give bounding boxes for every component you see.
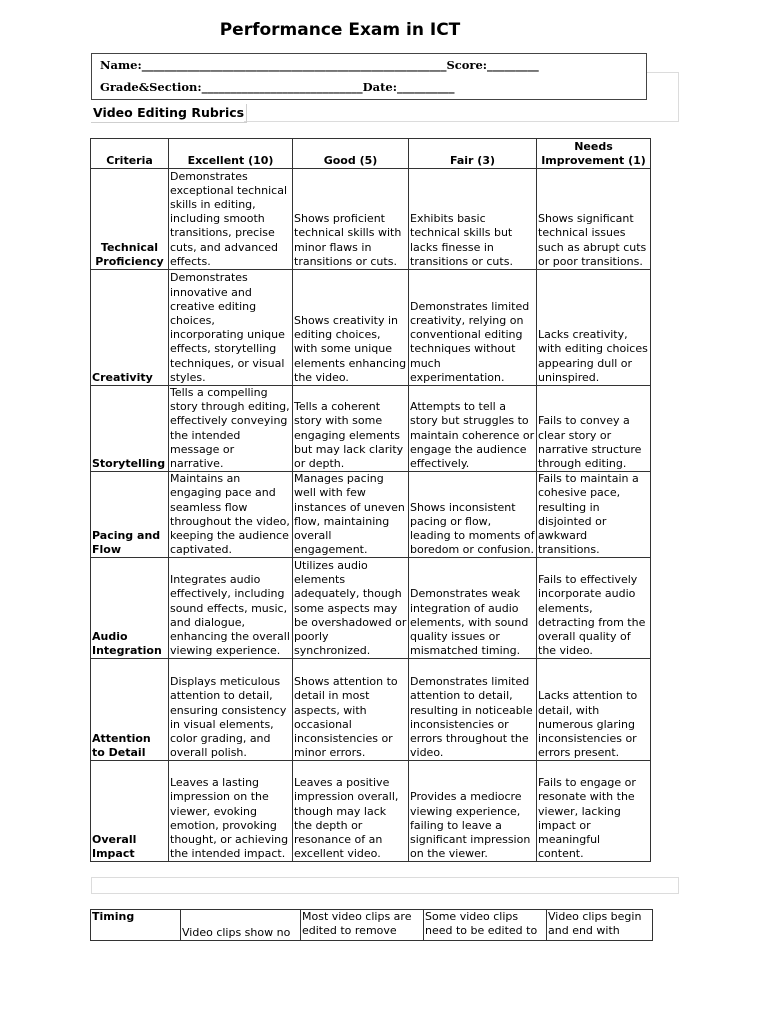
- excellent-cell: Maintains an engaging pace and seamless flow throughout the video, keeping the audience captivated.: [169, 472, 293, 558]
- table-row: [91, 386, 651, 472]
- excellent-cell: Video clips show no: [181, 910, 301, 941]
- header-fair: Fair (3): [409, 139, 537, 169]
- faint-spacer-box: [91, 877, 679, 894]
- rubric-subtitle: Video Editing Rubrics: [91, 104, 247, 123]
- excellent-cell: Tells a compelling story through editing, effectively conveying the intended message or narrative.: [169, 386, 293, 472]
- excellent-cell: Integrates audio effectively, including sound effects, music, and dialogue, enhancing the overall viewing experience.: [169, 558, 293, 659]
- needs-improvement-cell: Lacks attention to detail, with numerous glaring inconsistencies or errors present.: [537, 659, 651, 761]
- rubric-table: [90, 138, 651, 862]
- table-row: [91, 761, 651, 862]
- fair-cell: Attempts to tell a story but struggles to maintain coherence or engage the audience effectively.: [409, 386, 537, 472]
- criteria-cell: Timing: [91, 910, 181, 941]
- fair-cell: Provides a mediocre viewing experience, failing to leave a significant impression on the viewer.: [409, 761, 537, 862]
- criteria-cell: Pacing and Flow: [91, 472, 169, 558]
- good-cell: Manages pacing well with few instances of uneven flow, maintaining overall engagement.: [293, 472, 409, 558]
- table-row: [91, 169, 651, 270]
- criteria-cell: Creativity: [91, 270, 169, 386]
- excellent-cell: Displays meticulous attention to detail, ensuring consistency in visual elements, color grading, and overall polish.: [169, 659, 293, 761]
- needs-improvement-cell: Shows significant technical issues such as abrupt cuts or poor transitions.: [537, 169, 651, 270]
- needs-improvement-cell: Fails to maintain a cohesive pace, resulting in disjointed or awkward transitions.: [537, 472, 651, 558]
- criteria-cell: Overall Impact: [91, 761, 169, 862]
- rubric-header-row: [91, 139, 651, 169]
- excellent-cell: Demonstrates innovative and creative editing choices, incorporating unique effects, storytelling techniques, or visual styles.: [169, 270, 293, 386]
- criteria-cell: Technical Proficiency: [91, 169, 169, 270]
- header-good: Good (5): [293, 139, 409, 169]
- good-cell: Shows creativity in editing choices, with some unique elements enhancing the video.: [293, 270, 409, 386]
- timing-table: [90, 909, 653, 941]
- needs-improvement-cell: Video clips begin and end with: [547, 910, 653, 941]
- grade-section-date-line: Grade&Section:____________________________Date:__________: [100, 80, 455, 94]
- excellent-cell: Demonstrates exceptional technical skills in editing, including smooth transitions, precise cuts, and advanced effects.: [169, 169, 293, 270]
- needs-improvement-cell: Fails to effectively incorporate audio elements, detracting from the overall quality of the video.: [537, 558, 651, 659]
- header-needs-improvement: Needs Improvement (1): [537, 139, 651, 169]
- table-row: [91, 472, 651, 558]
- needs-improvement-cell: Lacks creativity, with editing choices appearing dull or uninspired.: [537, 270, 651, 386]
- excellent-cell: Leaves a lasting impression on the viewer, evoking emotion, provoking thought, or achieving the intended impact.: [169, 761, 293, 862]
- name-score-line: Name:_____________________________________________________Score:_________: [100, 58, 539, 72]
- good-cell: Leaves a positive impression overall, though may lack the depth or resonance of an excellent video.: [293, 761, 409, 862]
- criteria-cell: Storytelling: [91, 386, 169, 472]
- good-cell: Utilizes audio elements adequately, though some aspects may be overshadowed or poorly synchronized.: [293, 558, 409, 659]
- fair-cell: Demonstrates limited creativity, relying on conventional editing techniques without much experimentation.: [409, 270, 537, 386]
- fair-cell: Some video clips need to be edited to: [424, 910, 547, 941]
- student-info-box: [91, 53, 647, 100]
- good-cell: Most video clips are edited to remove: [301, 910, 424, 941]
- good-cell: Shows attention to detail in most aspects, with occasional inconsistencies or minor errors.: [293, 659, 409, 761]
- page-title: Performance Exam in ICT: [219, 20, 461, 40]
- faint-border-right: [647, 72, 679, 122]
- criteria-cell: Attention to Detail: [91, 659, 169, 761]
- needs-improvement-cell: Fails to engage or resonate with the viewer, lacking impact or meaningful content.: [537, 761, 651, 862]
- table-row: [91, 659, 651, 761]
- good-cell: Tells a coherent story with some engaging elements but may lack clarity or depth.: [293, 386, 409, 472]
- criteria-cell: Audio Integration: [91, 558, 169, 659]
- table-row: [91, 270, 651, 386]
- table-row: [91, 558, 651, 659]
- fair-cell: Demonstrates limited attention to detail, resulting in noticeable inconsistencies or errors throughout the video.: [409, 659, 537, 761]
- table-row: [91, 910, 653, 941]
- fair-cell: Shows inconsistent pacing or flow, leading to moments of boredom or confusion.: [409, 472, 537, 558]
- fair-cell: Demonstrates weak integration of audio elements, with sound quality issues or mismatched timing.: [409, 558, 537, 659]
- good-cell: Shows proficient technical skills with minor flaws in transitions or cuts.: [293, 169, 409, 270]
- fair-cell: Exhibits basic technical skills but lacks finesse in transitions or cuts.: [409, 169, 537, 270]
- header-excellent: Excellent (10): [169, 139, 293, 169]
- faint-divider: [244, 121, 679, 122]
- header-criteria: Criteria: [91, 139, 169, 169]
- needs-improvement-cell: Fails to convey a clear story or narrative structure through editing.: [537, 386, 651, 472]
